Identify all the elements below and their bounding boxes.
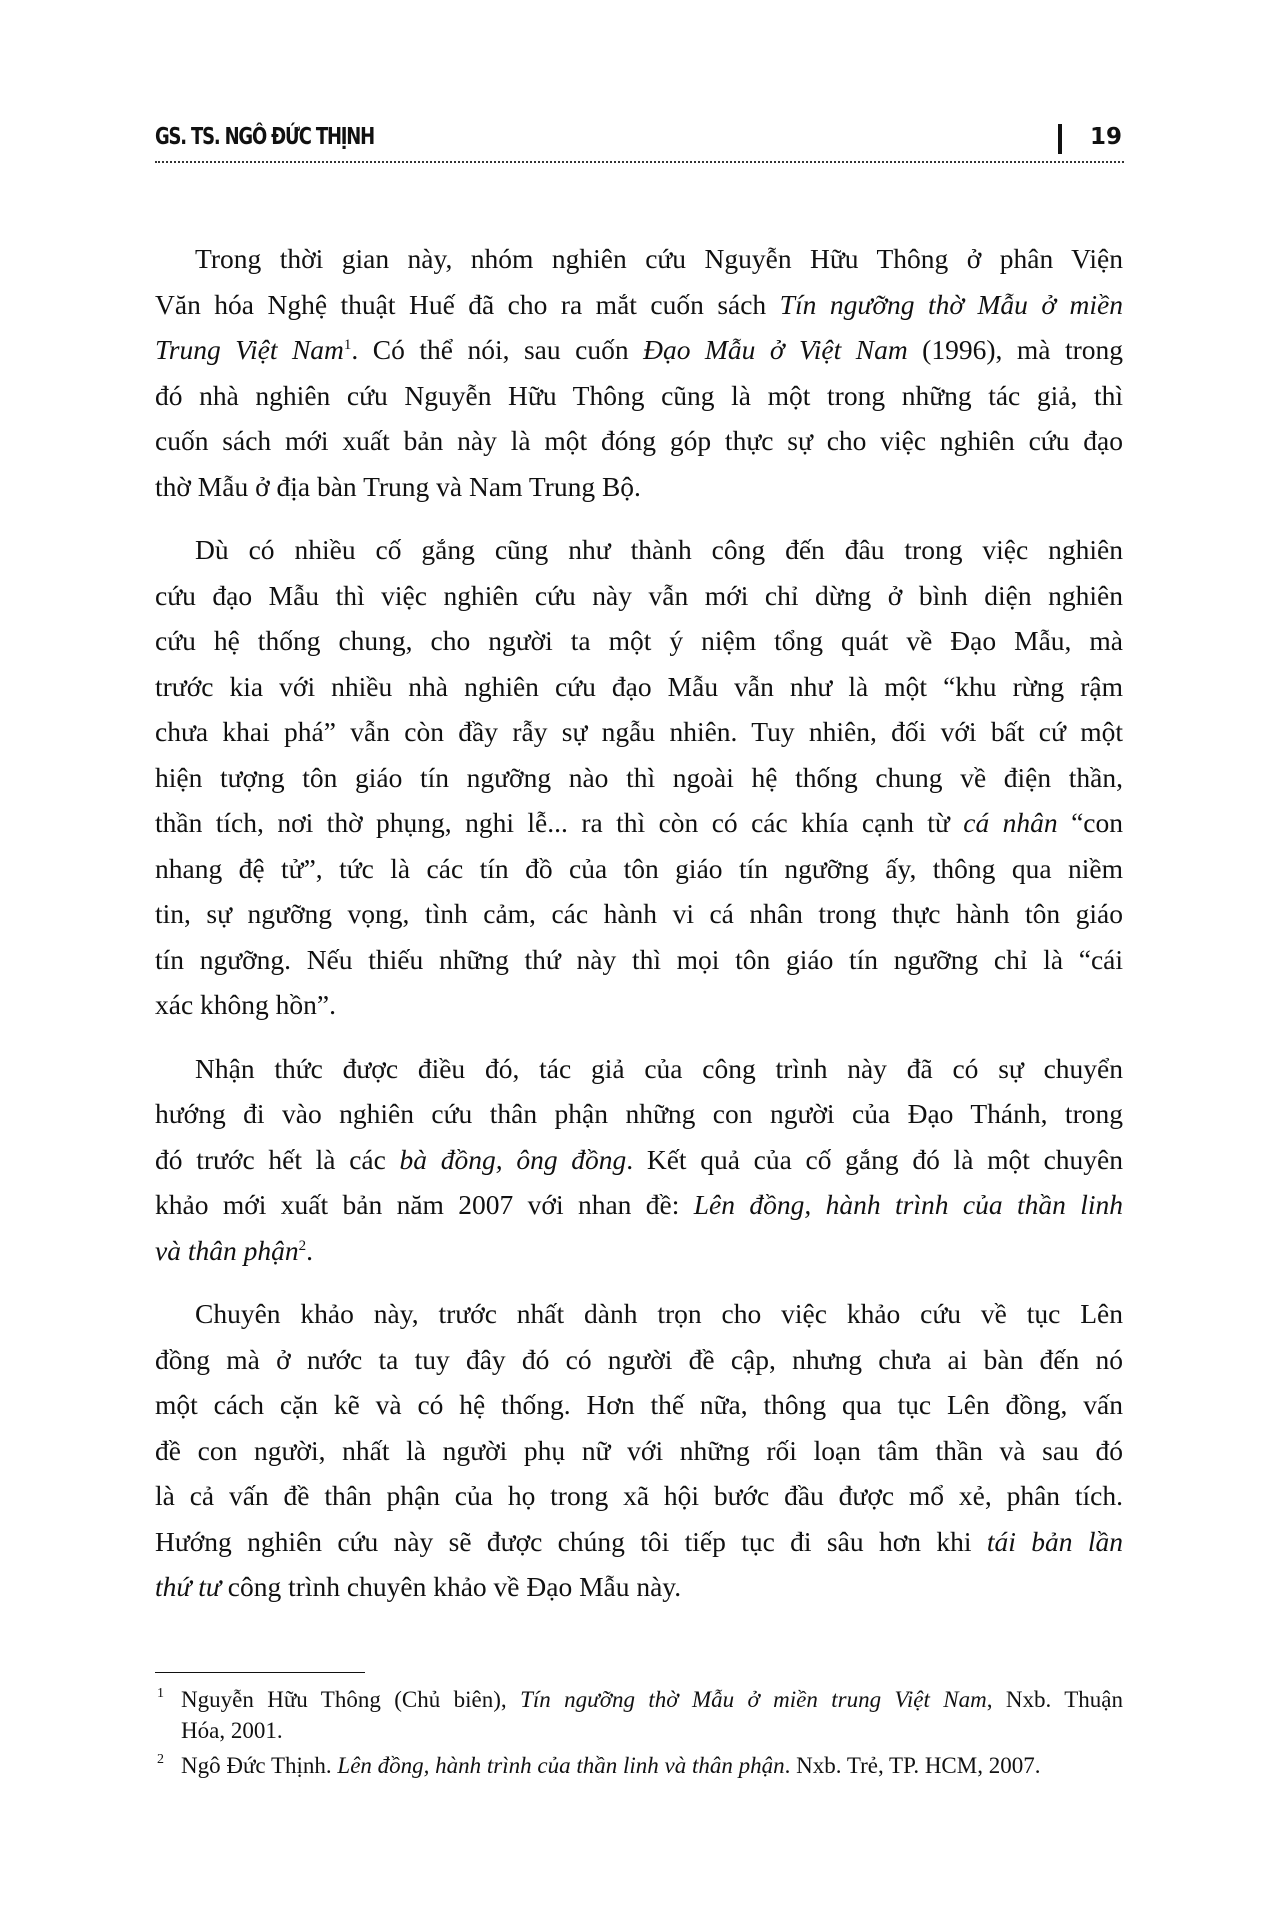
body-text (155, 236, 1123, 1628)
text-line (155, 1564, 1123, 1610)
text-run: xác không hồn”. (155, 989, 336, 1020)
text-run: tin, sự ngưỡng vọng, tình cảm, các hành vi cá nhân trong thực hành tôn giáo (155, 898, 1123, 929)
footnote (155, 1684, 1123, 1746)
italic-text: cá nhân (963, 807, 1058, 838)
text-line (155, 846, 1123, 892)
text-run: Trong thời gian này, nhóm nghiên cứu Nguyễn Hữu Thông ở phân Viện (195, 243, 1123, 274)
paragraph (155, 1291, 1123, 1610)
text-line (155, 1228, 1123, 1274)
text-line (155, 664, 1123, 710)
text-line (155, 1137, 1123, 1183)
italic-text: Tín ngưỡng thờ Mẫu ở miền (779, 288, 1123, 320)
text-line (155, 573, 1123, 619)
text-line (155, 1091, 1123, 1137)
footnote-line (181, 1684, 1123, 1715)
text-line (155, 327, 1123, 373)
text-run: khảo mới xuất bản năm 2007 với nhan đề: (155, 1189, 694, 1220)
text-run: đó nhà nghiên cứu Nguyễn Hữu Thông cũng là một trong những tác giả, thì (155, 379, 1123, 411)
text-run: một cách cặn kẽ và có hệ thống. Hơn thế nữa, thông qua tục Lên đồng, vấn (155, 1389, 1123, 1420)
text-run: Chuyên khảo này, trước nhất dành trọn cho việc khảo cứu về tục Lên (195, 1298, 1123, 1329)
text-run: Dù có nhiều cố gắng cũng như thành công đến đâu trong việc nghiên (195, 534, 1123, 565)
text-run: trước kia với nhiều nhà nghiên cứu đạo Mẫu vẫn như là một “khu rừng rậm (155, 670, 1123, 702)
text-line (155, 1046, 1123, 1092)
italic-text: Lên đồng, hành trình của thần linh (693, 1189, 1123, 1220)
page-header (155, 124, 1124, 158)
text-run: Văn hóa Nghệ thuật Huế đã cho ra mắt cuốn sách (155, 288, 780, 320)
text-run: thờ Mẫu ở địa bàn Trung và Nam Trung Bộ. (155, 470, 641, 502)
text-run: Nguyễn Hữu Thông (Chủ biên), (181, 1687, 521, 1712)
text-line (155, 464, 1123, 510)
footnote-number: 2 (157, 1752, 164, 1767)
text-run: . Kết quả của cố gắng đó là một chuyên (626, 1143, 1123, 1175)
text-line (155, 1291, 1123, 1337)
page-number: 19 (1089, 124, 1122, 150)
text-line (155, 709, 1123, 755)
running-head: GS. TS. NGÔ ĐỨC THỊNH (155, 124, 374, 150)
italic-text: Tín ngưỡng thờ Mẫu ở miền trung Việt Nam (520, 1687, 987, 1712)
text-run: cứu hệ thống chung, cho người ta một ý niệm tổng quát về Đạo Mẫu, mà (155, 625, 1123, 656)
text-line (155, 1473, 1123, 1519)
text-run: nhang đệ tử”, tức là các tín đồ của tôn giáo tín ngưỡng ấy, thông qua niềm (155, 852, 1123, 884)
text-run: Ngô Đức Thịnh. (181, 1753, 338, 1778)
footnote (155, 1750, 1123, 1781)
header-rule (155, 161, 1124, 163)
text-run: hiện tượng tôn giáo tín ngưỡng nào thì ngoài hệ thống chung về điện thần, (155, 761, 1123, 793)
text-run: . Nxb. Trẻ, TP. HCM, 2007. (784, 1753, 1041, 1778)
italic-text: Trung Việt Nam (155, 334, 344, 365)
text-run: (1996), mà trong (907, 334, 1123, 365)
text-line (155, 618, 1123, 664)
paragraph (155, 527, 1123, 1028)
text-run: “con (1057, 807, 1123, 838)
text-run: đồng mà ở nước ta tuy đây đó có người đề cập, nhưng chưa ai bàn đến nó (155, 1343, 1123, 1375)
footnote-rule (155, 1672, 365, 1673)
footnote-line (181, 1715, 1123, 1746)
text-line (155, 982, 1123, 1028)
text-line (155, 800, 1123, 846)
text-line (155, 755, 1123, 801)
text-run: , Nxb. Thuận (986, 1687, 1123, 1712)
text-run: cuốn sách mới xuất bản này là một đóng góp thực sự cho việc nghiên cứu đạo (155, 425, 1123, 456)
footnote-number: 1 (157, 1686, 164, 1701)
text-run: tín ngưỡng. Nếu thiếu những thứ này thì mọi tôn giáo tín ngưỡng chỉ là “cái (155, 943, 1123, 975)
text-line (155, 282, 1123, 328)
text-run: đề con người, nhất là người phụ nữ với những rối loạn tâm thần và sau đó (155, 1434, 1123, 1466)
italic-text: và thân phận (155, 1234, 299, 1266)
text-line (155, 1428, 1123, 1474)
text-run: chưa khai phá” vẫn còn đầy rẫy sự ngẫu nhiên. Tuy nhiên, đối với bất cứ một (155, 716, 1123, 747)
italic-text: thứ tư (155, 1571, 221, 1602)
italic-text: bà đồng, ông đồng (399, 1143, 627, 1175)
text-run: là cả vấn đề thân phận của họ trong xã hội bước đầu được mổ xẻ, phân tích. (155, 1480, 1123, 1511)
text-line (155, 1519, 1123, 1565)
text-run: . (306, 1234, 313, 1266)
footnotes (155, 1684, 1123, 1785)
text-line (155, 418, 1123, 464)
text-run: thần tích, nơi thờ phụng, nghi lễ... ra thì còn có các khía cạnh từ (155, 807, 964, 838)
text-run: Hóa, 2001. (181, 1718, 283, 1743)
text-line (155, 1337, 1123, 1383)
paragraph (155, 1046, 1123, 1274)
text-run: cứu đạo Mẫu thì việc nghiên cứu này vẫn mới chỉ dừng ở bình diện nghiên (155, 579, 1123, 611)
text-line (155, 527, 1123, 573)
paragraph (155, 236, 1123, 509)
italic-text: Đạo Mẫu ở Việt Nam (643, 334, 908, 365)
text-run: Nhận thức được điều đó, tác giả của công trình này đã có sự chuyển (195, 1052, 1123, 1084)
footnote-line (181, 1750, 1123, 1781)
text-run: công trình chuyên khảo về Đạo Mẫu này. (220, 1571, 682, 1602)
italic-text: tái bản lần (986, 1525, 1123, 1557)
footnote-ref[interactable]: 2 (298, 1237, 307, 1254)
header-separator (1058, 124, 1062, 154)
text-line (155, 891, 1123, 937)
footnote-ref[interactable]: 1 (343, 336, 352, 353)
text-run: Hướng nghiên cứu này sẽ được chúng tôi tiếp tục đi sâu hơn khi (155, 1525, 987, 1557)
text-line (155, 236, 1123, 282)
text-line (155, 1182, 1123, 1228)
text-run: . Có thể nói, sau cuốn (351, 334, 644, 365)
text-run: đó trước hết là các (155, 1143, 400, 1175)
text-line (155, 373, 1123, 419)
text-line (155, 937, 1123, 983)
text-line (155, 1382, 1123, 1428)
italic-text: Lên đồng, hành trình của thần linh và thân phận (337, 1753, 785, 1778)
text-run: hướng đi vào nghiên cứu thân phận những con người của Đạo Thánh, trong (155, 1098, 1123, 1129)
